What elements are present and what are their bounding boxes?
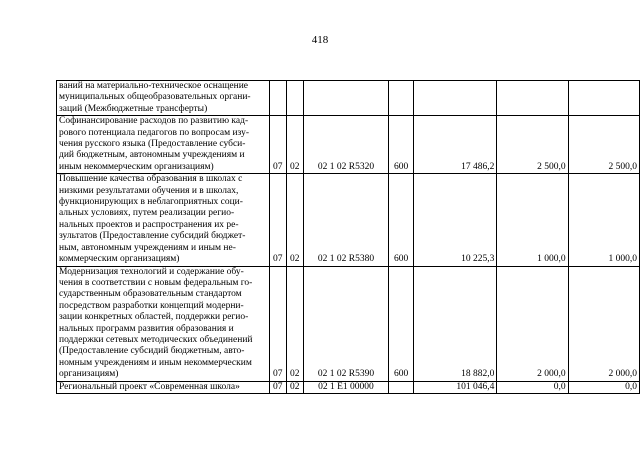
code-pr: 02 — [286, 381, 303, 393]
item-name — [57, 174, 270, 266]
amount-3: 2 000,0 — [568, 266, 639, 381]
page-number: 418 — [311, 34, 329, 46]
item-name-line: Софинансирование расходов по развитию кад- — [59, 116, 249, 127]
code-vr: 600 — [389, 174, 414, 266]
code-csr — [303, 81, 389, 116]
code-rz — [269, 81, 286, 116]
item-name-line: зации конкретных областей, поддержки регио- — [59, 312, 249, 323]
item-name-line: альных условиях, путем реализации регио- — [59, 208, 235, 219]
item-name-line: чения русского языка (Предоставление субси- — [59, 139, 246, 150]
amount-1 — [414, 81, 497, 116]
item-name-line: нальных проектов и распространения их ре- — [59, 219, 239, 230]
code-rz: 07 — [269, 174, 286, 266]
budget-table — [56, 80, 640, 394]
amount-2: 2 000,0 — [497, 266, 568, 381]
amount-2: 0,0 — [497, 381, 568, 393]
item-name-line: сударственным образовательным стандартом — [59, 289, 242, 300]
amount-3: 2 500,0 — [568, 116, 639, 174]
code-vr: 600 — [389, 266, 414, 381]
code-vr — [389, 81, 414, 116]
item-name-line: ным, автономным учреждениям и иным не- — [59, 242, 236, 253]
amount-3: 1 000,0 — [568, 174, 639, 266]
code-csr: 02 1 02 R5390 — [303, 266, 389, 381]
item-name-line: организациям) — [59, 369, 119, 380]
item-name-line: заций (Межбюджетные трансферты) — [59, 103, 208, 114]
item-name-line: рового потенциала педагогов по вопросам изу- — [59, 127, 250, 138]
table-row — [57, 381, 640, 393]
code-rz: 07 — [269, 116, 286, 174]
amount-3: 0,0 — [568, 381, 639, 393]
item-name-line: нальных программ развития образования и — [59, 323, 234, 334]
table-row — [57, 81, 640, 116]
item-name-line: номным учреждениям и иным некоммерческим — [59, 357, 252, 368]
item-name-line: Повышение качества образования в школах с — [59, 174, 243, 185]
item-name-line: иным некоммерческим организациям) — [59, 161, 214, 172]
amount-3 — [568, 81, 639, 116]
amount-1: 18 882,0 — [414, 266, 497, 381]
item-name-line: поддержки сетевых методических объединений — [59, 334, 253, 345]
amount-2 — [497, 81, 568, 116]
amount-1: 17 486,2 — [414, 116, 497, 174]
code-pr: 02 — [286, 116, 303, 174]
code-pr — [286, 81, 303, 116]
amount-2: 2 500,0 — [497, 116, 568, 174]
code-csr: 02 1 E1 00000 — [303, 381, 389, 393]
code-pr: 02 — [286, 174, 303, 266]
code-rz: 07 — [269, 381, 286, 393]
item-name-line: (Предоставление субсидий бюджетным, авто- — [59, 346, 245, 357]
item-name-line: низкими результатами обучения и в школах, — [59, 185, 239, 196]
table-row — [57, 266, 640, 381]
code-pr: 02 — [286, 266, 303, 381]
item-name — [57, 81, 270, 116]
item-name-line: функционирующих в неблагоприятных соци- — [59, 197, 243, 208]
code-vr: 600 — [389, 116, 414, 174]
item-name — [57, 266, 270, 381]
code-csr: 02 1 02 R5320 — [303, 116, 389, 174]
table-row — [57, 116, 640, 174]
item-name-line: дий бюджетным, автономным учреждениям и — [59, 150, 245, 161]
table-row — [57, 174, 640, 266]
item-name-line: Модернизация технологий и содержание обу- — [59, 266, 244, 277]
item-name-line: коммерческим организациям) — [59, 254, 180, 265]
item-name-line: зультатов (Предоставление субсидий бюджет- — [59, 231, 246, 242]
item-name — [57, 116, 270, 174]
amount-1: 101 046,4 — [414, 381, 497, 393]
item-name-line: ваний на материально-техническое оснащение — [59, 81, 248, 91]
amount-2: 1 000,0 — [497, 174, 568, 266]
code-csr: 02 1 02 R5380 — [303, 174, 389, 266]
item-name-line: муниципальных общеобразовательных органи- — [59, 92, 251, 103]
item-name-line: чения в соответствии с новым федеральным го- — [59, 277, 253, 288]
code-vr — [389, 381, 414, 393]
code-rz: 07 — [269, 266, 286, 381]
item-name-line: Региональный проект «Современная школа» — [59, 381, 240, 392]
item-name — [57, 381, 270, 393]
amount-1: 10 225,3 — [414, 174, 497, 266]
item-name-line: посредством разработки концепций модерни- — [59, 300, 244, 311]
